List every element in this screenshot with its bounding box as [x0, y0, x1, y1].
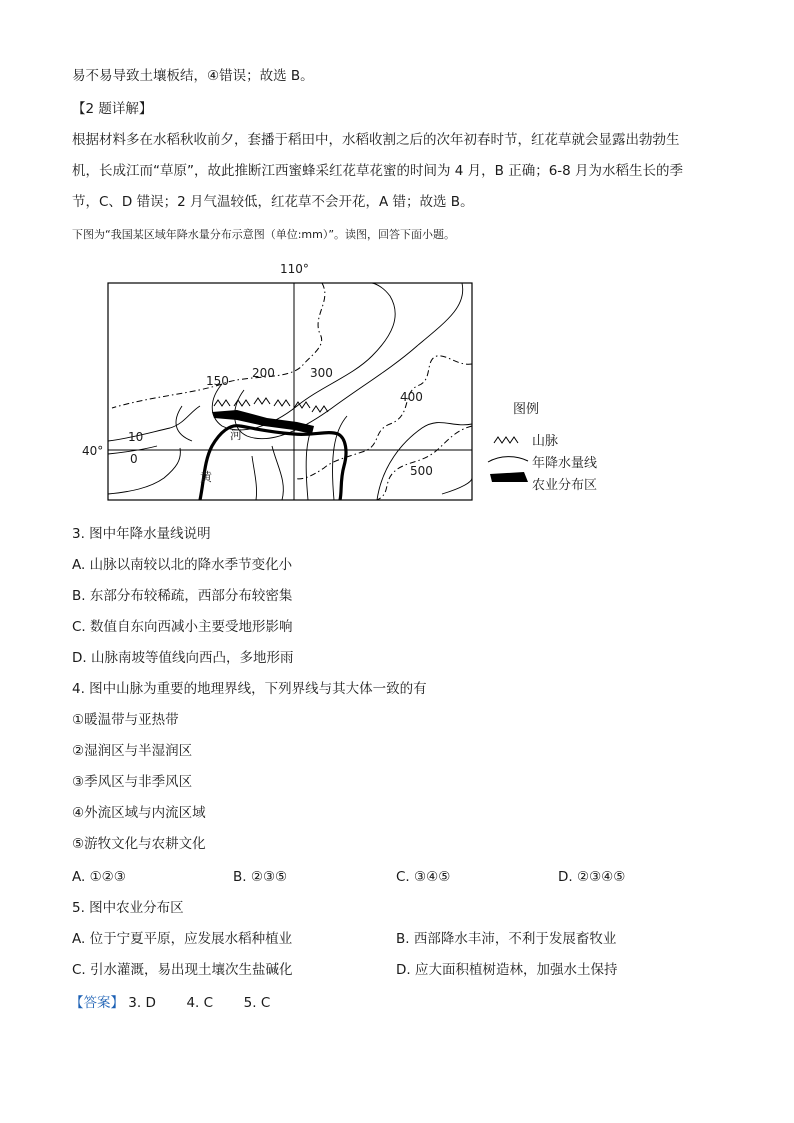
list-item: ①暖温带与亚热带	[72, 712, 179, 728]
isohyet-label: 500	[410, 464, 433, 478]
option: A. 位于宁夏平原，应发展水稻种植业	[72, 931, 293, 947]
isohyet-line	[252, 456, 257, 500]
text-line: 根据材料多在水稻秋收前夕，套播于稻田中，水稻收割之后的次年初春时节，红花草就会显露出勃勃生	[72, 132, 680, 148]
option: C. 数值自东向西减小主要受地形影响	[72, 619, 293, 635]
text-line: 机，长成江而“草原”，故此推断江西蜜蜂采红花草花蜜的时间为 4 月，B 正确；6-8 月为水稻生长的季	[72, 163, 684, 179]
isohyet-label: 200	[252, 366, 275, 380]
option: C. ③④⑤	[396, 869, 451, 885]
legend-mountain-symbol	[494, 437, 518, 443]
list-item: ④外流区域与内流区域	[72, 805, 206, 821]
isohyet-line	[108, 406, 200, 441]
answer-value: 3. D	[128, 995, 156, 1011]
question-3-stem: 3. 图中年降水量线说明	[72, 526, 211, 542]
text-line: 节，C、D 错误；2 月气温较低，红花草不会开花，A 错；故选 B。	[72, 194, 474, 210]
option: D. 山脉南坡等值线向西凸，多地形雨	[72, 650, 294, 666]
list-item: ③季风区与非季风区	[72, 774, 193, 790]
river-label: 河	[230, 428, 243, 442]
legend-title: 图例	[513, 402, 540, 417]
figure-caption: 下图为“我国某区域年降水量分布示意图（单位:mm）”。读图，回答下面小题。	[72, 228, 456, 241]
option: A. 山脉以南较以北的降水季节变化小	[72, 557, 293, 573]
question-4-stem: 4. 图中山脉为重要的地理界线，下列界线与其大体一致的有	[72, 681, 427, 697]
precipitation-map	[72, 256, 632, 506]
isohyet-line	[272, 446, 283, 500]
list-item: ⑤游牧文化与农耕文化	[72, 836, 206, 852]
yellow-river	[200, 426, 346, 500]
text-line: 易不易导致土壤板结，④错误；故选 B。	[72, 68, 314, 84]
list-item: ②湿润区与半湿润区	[72, 743, 193, 759]
isohyet-label: 150	[206, 374, 229, 388]
answer-value: 4. C	[186, 995, 214, 1011]
option: D. ②③④⑤	[558, 869, 626, 885]
option: B. 西部降水丰沛，不利于发展畜牧业	[396, 931, 617, 947]
legend-item-isohyet: 年降水量线	[532, 456, 598, 471]
isohyet-label: 0	[130, 452, 138, 466]
isohyet-line	[306, 426, 312, 500]
answer-line	[70, 993, 270, 1013]
legend-item-mountain: 山脉	[532, 434, 559, 449]
isohyet-line	[442, 478, 472, 494]
longitude-label: 110°	[280, 262, 309, 276]
river-label: 黄	[200, 470, 213, 484]
answer-tag: 【答案】	[70, 995, 124, 1011]
isohyet-line	[108, 448, 180, 494]
legend-agri-symbol	[490, 472, 528, 482]
isohyet-label: 10	[128, 430, 144, 444]
option: A. ①②③	[72, 869, 126, 885]
legend-isohyet-symbol	[488, 457, 528, 462]
latitude-label: 40°	[82, 444, 104, 458]
isohyet-label: 400	[400, 390, 423, 404]
section-heading: 【2 题详解】	[72, 101, 153, 117]
legend-item-agri: 农业分布区	[532, 478, 598, 493]
isohyet-line	[235, 283, 463, 439]
option: B. 东部分布较稀疏，西部分布较密集	[72, 588, 293, 604]
option: C. 引水灌溉，易出现土壤次生盐碱化	[72, 962, 293, 978]
isohyet-label: 300	[310, 366, 333, 380]
option: D. 应大面积植树造林，加强水土保持	[396, 962, 618, 978]
answer-value: 5. C	[243, 995, 271, 1011]
mountain-range	[214, 398, 328, 412]
option: B. ②③⑤	[233, 869, 288, 885]
question-5-stem: 5. 图中农业分布区	[72, 900, 184, 916]
isohyet-line	[212, 283, 395, 430]
